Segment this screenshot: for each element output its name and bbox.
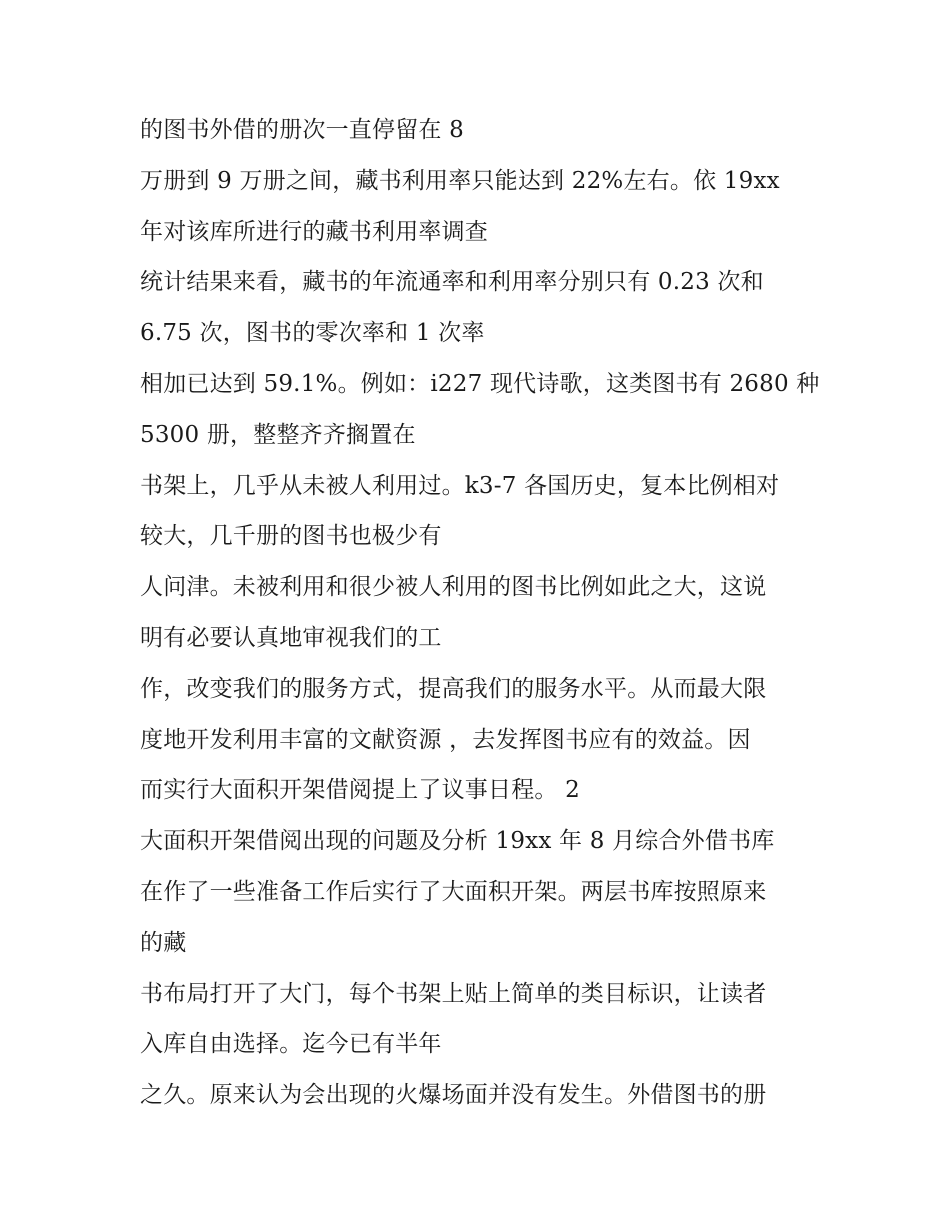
- text-line: 入库自由选择。迄今已有半年: [140, 1031, 442, 1058]
- text-line: 书架上，几乎从未被人利用过。k3-7 各国历史，复本比例相对: [140, 472, 780, 499]
- text-line: 万册到 9 万册之间，藏书利用率只能达到 22%左右。依 19xx: [140, 167, 780, 194]
- text-line: 在作了一些准备工作后实行了大面积开架。两层书库按照原来: [140, 878, 767, 905]
- text-line: 度地开发利用丰富的文献资源 ，去发挥图书应有的效益。因: [140, 726, 751, 753]
- text-line: 作，改变我们的服务方式，提高我们的服务水平。从而最大限: [140, 675, 767, 702]
- text-line: 的图书外借的册次一直停留在 8: [140, 117, 464, 143]
- text-line: 明有必要认真地审视我们的工: [140, 624, 442, 651]
- text-line: 年对该库所进行的藏书利用率调查: [140, 218, 488, 245]
- text-line: 的藏: [140, 929, 187, 956]
- text-line: 相加已达到 59.1%。例如：i227 现代诗歌，这类图书有 2680 种: [140, 370, 820, 397]
- text-line: 统计结果来看，藏书的年流通率和利用率分别只有 0.23 次和: [140, 269, 764, 296]
- text-line: 之久。原来认为会出现的火爆场面并没有发生。外借图书的册: [140, 1082, 767, 1109]
- text-line: 5300 册，整整齐齐搁置在: [140, 421, 416, 448]
- text-line: 较大，几千册的图书也极少有: [140, 523, 442, 550]
- text-line: 大面积开架借阅出现的问题及分析 19xx 年 8 月综合外借书库: [140, 828, 775, 855]
- text-line: 人问津。未被利用和很少被人利用的图书比例如此之大，这说: [140, 574, 767, 601]
- text-line: 书布局打开了大门，每个书架上贴上简单的类目标识，让读者: [140, 980, 767, 1007]
- body-text: [140, 110, 820, 1126]
- text-line: 而实行大面积开架借阅提上了议事日程。 2: [140, 777, 580, 804]
- text-line: 6.75 次，图书的零次率和 1 次率: [140, 320, 485, 347]
